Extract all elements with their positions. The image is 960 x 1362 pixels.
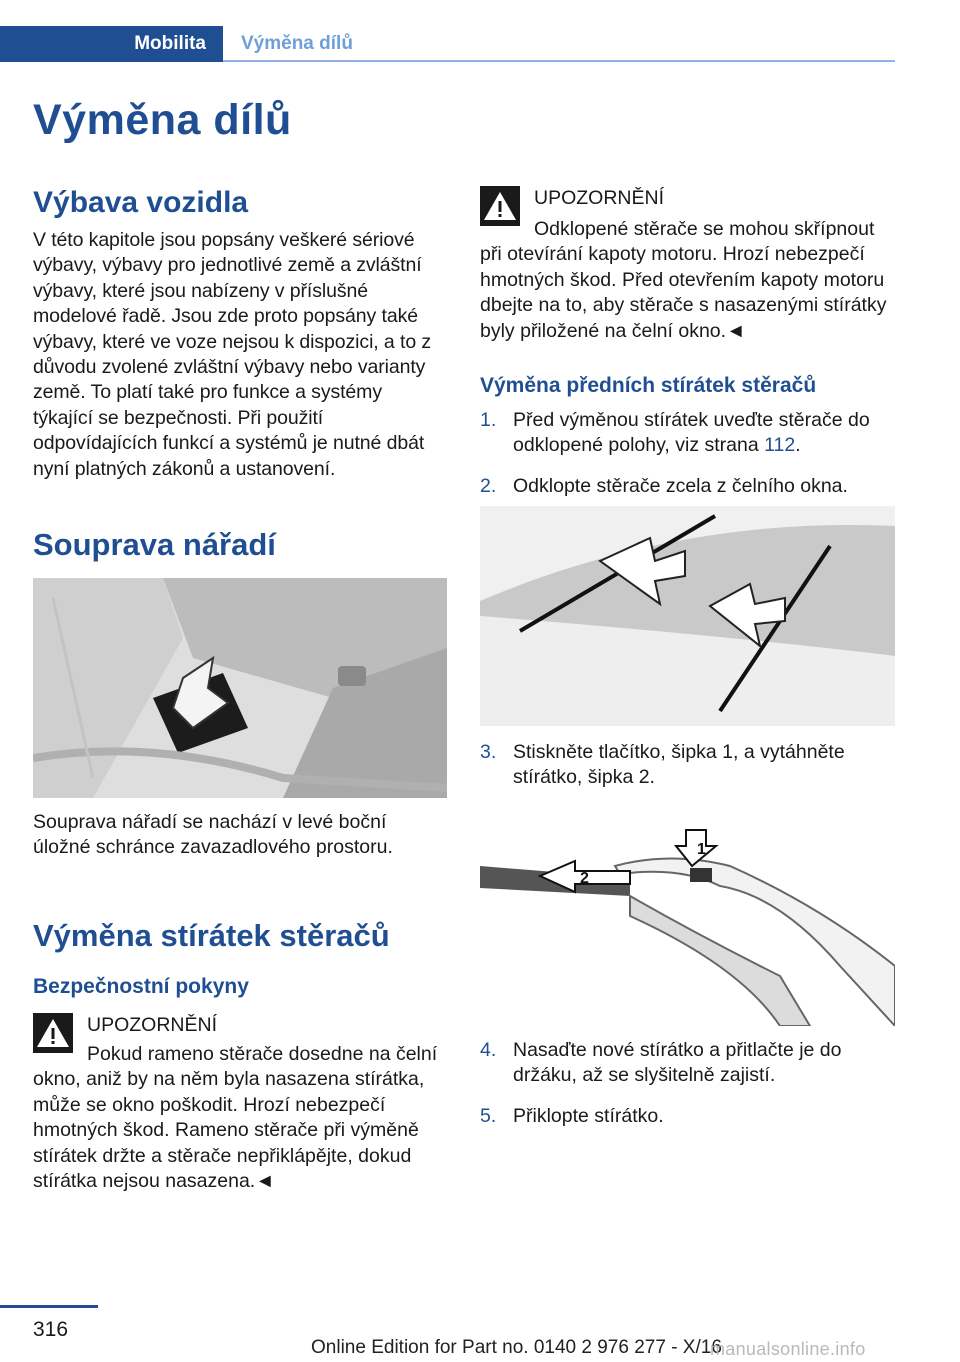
step-text: Stiskněte tlačítko, šipka 1, a vytáhněte stírátko, šipka 2. [513,741,845,789]
page-number: 316 [33,1318,69,1341]
step-text: Před výměnou stírátek uveďte stěrače do odklopené polohy, viz strana 112. [513,409,870,457]
step-number: 2. [480,474,497,497]
page-link[interactable]: 112 [764,434,796,457]
tab-vymena-dilu[interactable]: Výměna dílů [241,33,353,54]
wiper-blade-diagram [480,826,895,1026]
arrow-1-label: 1 [697,841,706,858]
watermark-text: manualsonline.info [710,1339,866,1359]
list-item [480,740,895,791]
heading-stiratka: Výměna stírátek stěračů [33,918,390,953]
step-number: 5. [480,1104,497,1127]
warning-label: UPOZORNĚNÍ [534,187,665,209]
warning-text-right: Odklopené stěrače se mohou skřípnout při otevírání kapoty motoru. Hrozí nebezpečí hmotných škod. Před otevřením kapoty motoru dbejte na to, aby stěrače s nasazenými stírátky byly přiložené na čelní okno.◄ [480,218,887,342]
step-text: Přiklopte stírátko. [513,1104,664,1127]
steps-list-a [480,408,895,499]
step-text: Nasaďte nové stírátko a přitlačte je do držáku, až se slyšitelně zajistí. [513,1039,842,1087]
heading-souprava: Souprava nářadí [33,527,276,562]
tab-mobilita[interactable]: Mobilita [0,26,223,62]
windshield-photo [480,506,895,726]
step-number: 3. [480,741,497,763]
paragraph-vybava: V této kapitole jsou popsány veškeré sériové výbavy, výbavy pro jednotlivé země a zvláštní výbavy, které jsou nabízeny v příslušné modelové řadě. Jsou zde proto popsány také výbavy, které ve voze nejsou k dispozici, a to z důvodu zvolené zvláštní výbavy nebo varianty země. To platí také pro funkce a systémy týkající se bezpečnosti. Při použití odpovídajících funkcí a systémů je nutné dbát nyní platných zákonů a ustanovení. [33,229,432,480]
list-item [480,1104,895,1129]
section-vybava [33,184,447,482]
steps-list-b [480,740,895,791]
step-number: 4. [480,1039,497,1061]
step-text: Odklopte stěrače zcela z čelního okna. [513,474,848,497]
list-item [480,1038,895,1089]
heading-vybava: Výbava vozidla [33,186,249,219]
caption-souprava: Souprava nářadí se nachází v levé boční úložné schránce zavazadlového prostoru. [33,811,393,859]
footer-divider [0,1305,98,1308]
header-divider [223,60,895,62]
list-item [480,474,895,499]
heading-predni: Výměna předních stírátek stěračů [480,374,817,397]
page-title: Výměna dílů [33,96,292,144]
toolkit-photo [33,578,447,798]
arrow-2-label: 2 [580,870,589,887]
warning-label: UPOZORNĚNÍ [87,1014,218,1036]
steps-list-c [480,1038,895,1129]
step-number: 1. [480,409,497,431]
heading-bezpecnostni: Bezpečnostní pokyny [33,975,249,998]
list-item [480,408,895,459]
edition-text: Online Edition for Part no. 0140 2 976 277 - X/16 [311,1337,722,1358]
warning-text-left: Pokud rameno stěrače dosedne na čelní okno, aniž by na něm byla nasazena stírátka, může se okno poškodit. Hrozí nebezpečí hmotných škod. Rameno stěrače při výměně stírátek držte a stěrače nepřiklápějte, dokud stírátka nejsou nasazena.◄ [33,1043,438,1193]
